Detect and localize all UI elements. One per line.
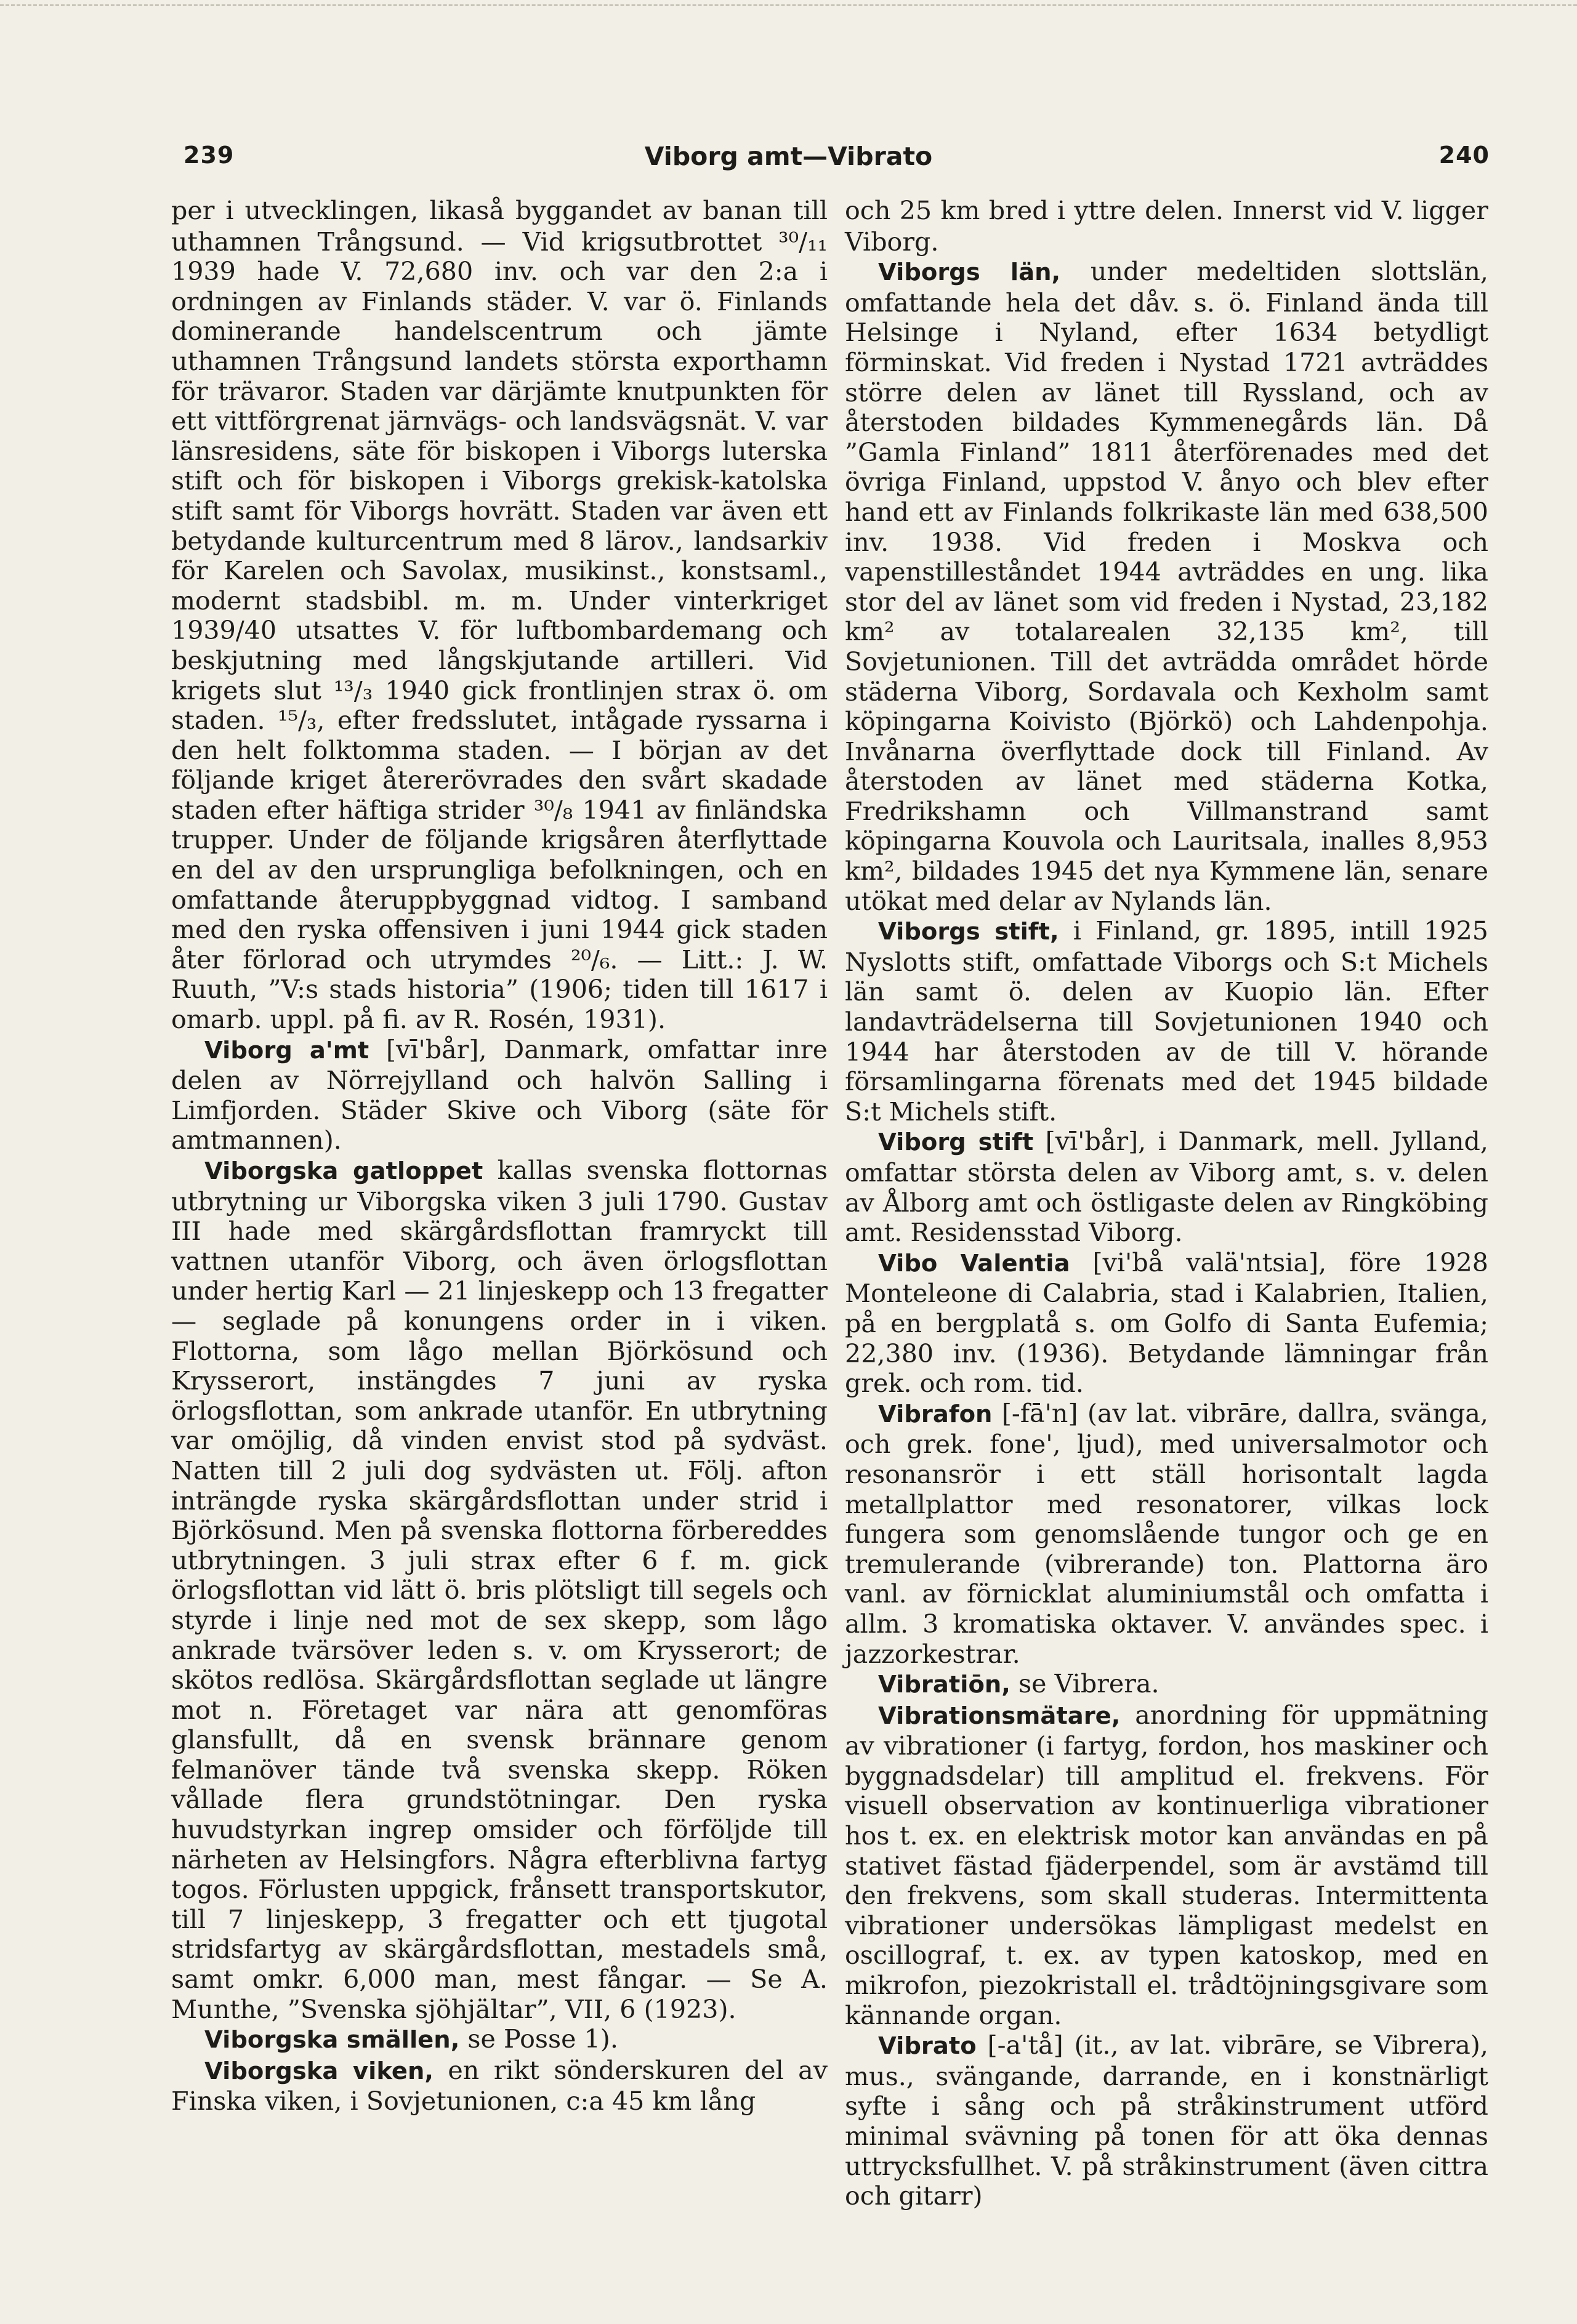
entry bbox=[171, 2024, 828, 2056]
entry-text: [vi'bå valä'ntsia], före 1928 Monteleone di Calabria, stad i Kalabrien, Italien, på en bergplatå s. om Golfo di Santa Eufemia; 22,380 inv. (1936). Betydande lämningar från grek. och rom. tid. bbox=[845, 1247, 1489, 1399]
entry-headword: Vibrafon bbox=[878, 1400, 993, 1428]
entry bbox=[845, 1248, 1488, 1399]
entry-text: [-a'tå] (it., av lat. vibrāre, se Vibrera), mus., svängande, darrande, en i konstnärligt syfte i sång och på stråkinstrument utförd minimal svävning på tonen för att öka dennas uttrycksfullhet. V. på stråkinstrument (även cittra och gitarr) bbox=[845, 2030, 1488, 2211]
entry-headword: Viborgska smällen, bbox=[204, 2026, 460, 2054]
entry bbox=[845, 257, 1488, 916]
entry-text: per i utvecklingen, likaså byggandet av banan till uthamnen Trångsund. — Vid krigsutbrottet ³⁰/₁₁ 1939 hade V. 72,680 inv. och var den 2:a i ordningen av Finlands städer. V. var ö. Finlands dominerande handelscentrum och jämte uthamnen Trångsund landets största exporthamn för trävaror. Staden var därjämte knutpunkten för ett vittförgrenat järnvägs- och landsvägsnät. V. var länsresidens, säte för biskopen i Viborgs luterska stift och för biskopen i Viborgs grekisk-katolska stift samt för Viborgs hovrätt. Staden var även ett betydande kulturcentrum med 8 lärov., landsarkiv för Karelen och Savolax, musikinst., konstsaml., modernt stadsbibl. m. m. Under vinterkriget 1939/40 utsattes V. för luftbombardemang och beskjutning med långskjutande artilleri. Vid krigets slut ¹³/₃ 1940 gick frontlinjen strax ö. om staden. ¹⁵/₃, efter fredsslutet, intågade ryssarna i den helt folktomma staden. — I början av det följande kriget återerövrades den svårt skadade staden efter häftiga strider ³⁰/₈ 1941 av finländska trupper. Under de följande krigsåren återflyttade en del av den ursprungliga befolkningen, och en omfattande återuppbyggnad vidtog. I samband med den ryska offensiven i juni 1944 gick staden åter förlorad och utrymdes ²⁰/₆. — Litt.: J. W. Ruuth, ”V:s stads historia” (1906; tiden till 1617 i omarb. uppl. på fi. av R. Rosén, 1931). bbox=[171, 196, 828, 1035]
entry-headword: Viborg stift bbox=[878, 1128, 1034, 1157]
entry-headword: Vibratiōn, bbox=[878, 1671, 1010, 1699]
entry-text: en rikt sönderskuren del av Finska viken, i Sovjetunionen, c:a 45 km lång bbox=[171, 2055, 828, 2117]
entry-text: se Posse 1). bbox=[459, 2024, 618, 2054]
text-column-left bbox=[171, 196, 828, 2117]
entry-text: anordning för uppmätning av vibrationer (i fartyg, fordon, hos maskiner och byggnadsdelar) till amplitud el. frekvens. För visuell observation av kontinuerliga vibrationer hos t. ex. en elektrisk motor kan användas en på stativet fästad fjäderpendel, som är avstämd till den frekvens, som skall studeras. Intermittenta vibrationer undersökas lämpligast medelst en oscillograf, t. ex. av typen katoskop, med en mikrofon, piezokristall el. trådtöjningsgivare som kännande organ. bbox=[845, 1700, 1488, 2030]
entry bbox=[845, 916, 1488, 1127]
entry-text: [-fā'n] (av lat. vibrāre, dallra, svänga, och grek. fone', ljud), med universalmotor och resonansrör i ett ställ horisontalt lagda metallplattor med resonatorer, vilkas lock fungera som genomslående tungor och ge en tremulerande (vibrerande) ton. Plattorna äro vanl. av förnicklat aluminiumstål och omfatta i allm. 3 kromatiska oktaver. V. användes spec. i jazzorkestrar. bbox=[845, 1398, 1488, 1669]
entry bbox=[845, 1669, 1488, 1700]
entry-text: [vī'bår], Danmark, omfattar inre delen av Nörrejylland och halvön Salling i Limfjorden. Städer Skive och Viborg (säte för amtmannen). bbox=[171, 1034, 828, 1156]
entry bbox=[845, 1399, 1488, 1669]
entry-text: se Vibrera. bbox=[1010, 1669, 1160, 1699]
page-number-left: 239 bbox=[184, 142, 235, 169]
page-number-right: 240 bbox=[1438, 142, 1490, 169]
entry-headword: Viborgs län, bbox=[878, 259, 1061, 287]
entry-headword: Viborgska gatloppet bbox=[204, 1157, 483, 1185]
entry bbox=[845, 2030, 1488, 2211]
entry bbox=[171, 196, 828, 1035]
entry bbox=[171, 1156, 828, 2024]
entry-headword: Viborg a'mt bbox=[204, 1036, 369, 1064]
text-column-right bbox=[845, 196, 1488, 2211]
entry bbox=[845, 1700, 1488, 2031]
entry-text: kallas svenska flottornas utbrytning ur Viborgska viken 3 juli 1790. Gustav III hade med skärgårdsflottan framryckt till vattnen utanför Viborg, och även örlogsflottan under hertig Karl — 21 linjeskepp och 13 fregatter — seglade på konungens order in i viken. Flottorna, som lågo mellan Björkösund och Krysserort, instängdes 7 juni av ryska örlogsflottan, som ankrade utanför. En utbrytning var omöjlig, då vinden envist stod på sydväst. Natten till 2 juli dog sydvästen ut. Följ. afton inträngde ryska skärgårdsflottan under strid i Björkösund. Men på svenska flottorna förbereddes utbrytningen. 3 juli strax efter 6 f. m. gick örlogsflottan vid lätt ö. bris plötsligt till segels och styrde i linje ned mot de sex skepp, som lågo ankrade tvärsöver leden s. v. om Krysserort; de skötos redlösa. Skärgårdsflottan seglade ut längre mot n. Företaget var nära att genomföras glansfullt, då en svensk brännare genom felmanöver tände två svenska skepp. Röken vållade flera grundstötningar. Den ryska huvudstyrkan ingrep omsider och förföljde till närheten av Helsingfors. Några efterblivna fartyg togos. Förlusten uppgick, frånsett transportskutor, till 7 linjeskepp, 3 fregatter och ett tjugotal stridsfartyg av skärgårdsflottan, mestadels små, samt omkr. 6,000 man, mest fångar. — Se A. Munthe, ”Svenska sjöhjältar”, VII, 6 (1923). bbox=[171, 1156, 828, 2024]
entry bbox=[171, 2056, 828, 2117]
entry-headword: Vibrationsmätare, bbox=[878, 1702, 1121, 1730]
entry-text: i Finland, gr. 1895, intill 1925 Nyslotts stift, omfattade Viborgs och S:t Michels län samt ö. delen av Kuopio län. Efter landavträdelserna till Sovjetunionen 1940 och 1944 har återstoden av de till V. hörande församlingarna förenats med det 1945 bildade S:t Michels stift. bbox=[845, 916, 1488, 1127]
entry-headword: Vibrato bbox=[878, 2032, 977, 2061]
entry-text: under medeltiden slottslän, omfattande hela det dåv. s. ö. Finland ända till Helsinge i Nyland, efter 1634 betydligt förminskat. Vid freden i Nystad 1721 avträddes större delen av länet till Ryssland, och av återstoden bildades Kymmenegårds län. Då ”Gamla Finland” 1811 återförenades med det övriga Finland, uppstod V. ånyo och blev efter hand ett av Finlands folkrikaste län med 638,500 inv. 1938. Vid freden i Moskva och vapenstilleståndet 1944 avträddes en ung. lika stor del av länet som vid freden i Nystad, 23,182 km² av totalarealen 32,135 km², till Sovjetunionen. Till det avträdda området hörde städerna Viborg, Sordavala och Kexholm samt köpingarna Koivisto (Björkö) och Lahdenpohja. Invånarna överflyttade dock till Finland. Av återstoden av länet med städerna Kotka, Fredrikshamn och Villmanstrand samt köpingarna Kouvola och Lauritsala, inalles 8,953 km², bildades 1945 det nya Kymmene län, senare utökat med delar av Nylands län. bbox=[845, 257, 1488, 916]
running-head: Viborg amt—Vibrato bbox=[644, 142, 933, 171]
entry-headword: Vibo Valentia bbox=[878, 1249, 1070, 1277]
entry bbox=[845, 1127, 1488, 1247]
entry bbox=[171, 1035, 828, 1156]
entry-headword: Viborgs stift, bbox=[878, 918, 1059, 946]
entry-text: och 25 km bred i yttre delen. Innerst vid V. ligger Viborg. bbox=[845, 196, 1488, 257]
entry bbox=[845, 196, 1488, 257]
entry-headword: Viborgska viken, bbox=[204, 2057, 434, 2085]
entry-text: [vī'bår], i Danmark, mell. Jylland, omfattar största delen av Viborg amt, s. v. delen av Ålborg amt och östligaste delen av Ringköbing amt. Residensstad Viborg. bbox=[845, 1127, 1488, 1248]
page-top-edge bbox=[0, 0, 1577, 6]
